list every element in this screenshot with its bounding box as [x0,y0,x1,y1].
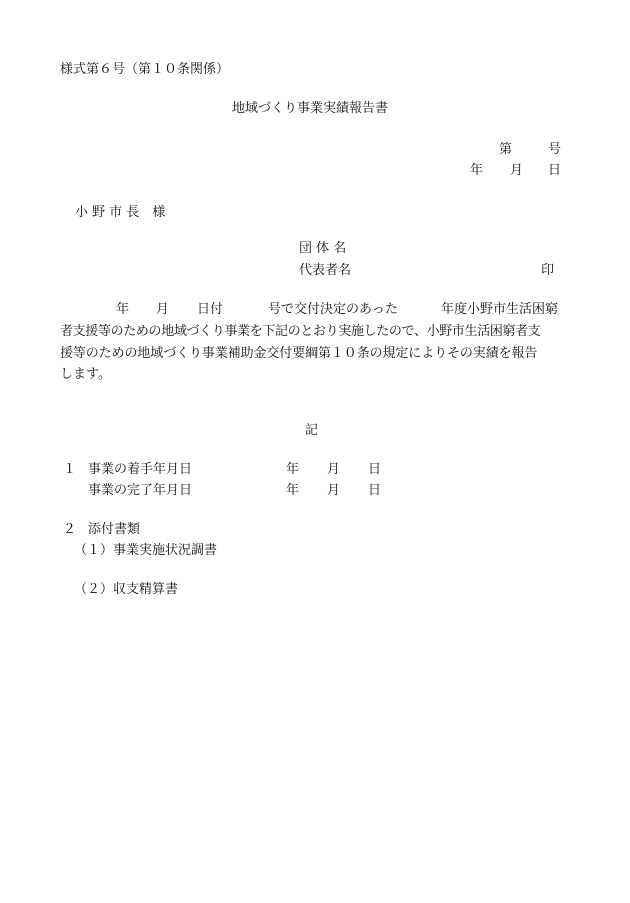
seal-mark: 印 [541,263,555,278]
date-day: 日 [548,163,562,178]
body-line1-year: 年 [116,302,130,317]
end-date-label: 事業の完了年月日 [88,483,193,498]
body-line1-day: 日付 [197,302,224,317]
doc-number-suffix: 号 [548,142,562,157]
doc-number-prefix: 第 [499,142,513,157]
date-year: 年 [470,163,484,178]
end-date-year: 年 [286,483,300,498]
body-line1-month: 月 [156,302,170,317]
addressee: 小 野 市 長 様 [75,205,166,220]
ki-mark: 記 [305,423,319,438]
start-date-month: 月 [327,462,341,477]
start-date-day: 日 [368,462,382,477]
representative-label: 代表者名 [299,263,352,278]
section1-number: １ [63,462,77,477]
end-date-day: 日 [368,483,382,498]
document-title: 地域づくり事業実績報告書 [232,101,389,116]
attachment-item-2: （２）収支精算書 [74,582,179,597]
body-line4: します。 [60,367,111,382]
start-date-year: 年 [286,462,300,477]
start-date-label: 事業の着手年月日 [88,462,193,477]
body-line2: 者支援等のための地域づくり事業を下記のとおり実施したので、小野市生活困窮者支 [60,324,541,339]
body-line1-end: 年度小野市生活困窮 [441,302,559,317]
body-line3: 援等のための地域づくり事業補助金交付要綱第１０条の規定によりその実績を報告 [60,346,538,361]
body-line1-rest: 号で交付決定のあった [268,302,398,317]
end-date-month: 月 [327,483,341,498]
organization-label: 団 体 名 [299,241,347,256]
attachment-item-1: （１）事業実施状況調書 [74,543,218,558]
form-number: 様式第６号（第１０条関係） [60,62,230,77]
section2-title: 添付書類 [88,522,141,537]
section2-number: ２ [63,522,77,537]
date-month: 月 [510,163,524,178]
